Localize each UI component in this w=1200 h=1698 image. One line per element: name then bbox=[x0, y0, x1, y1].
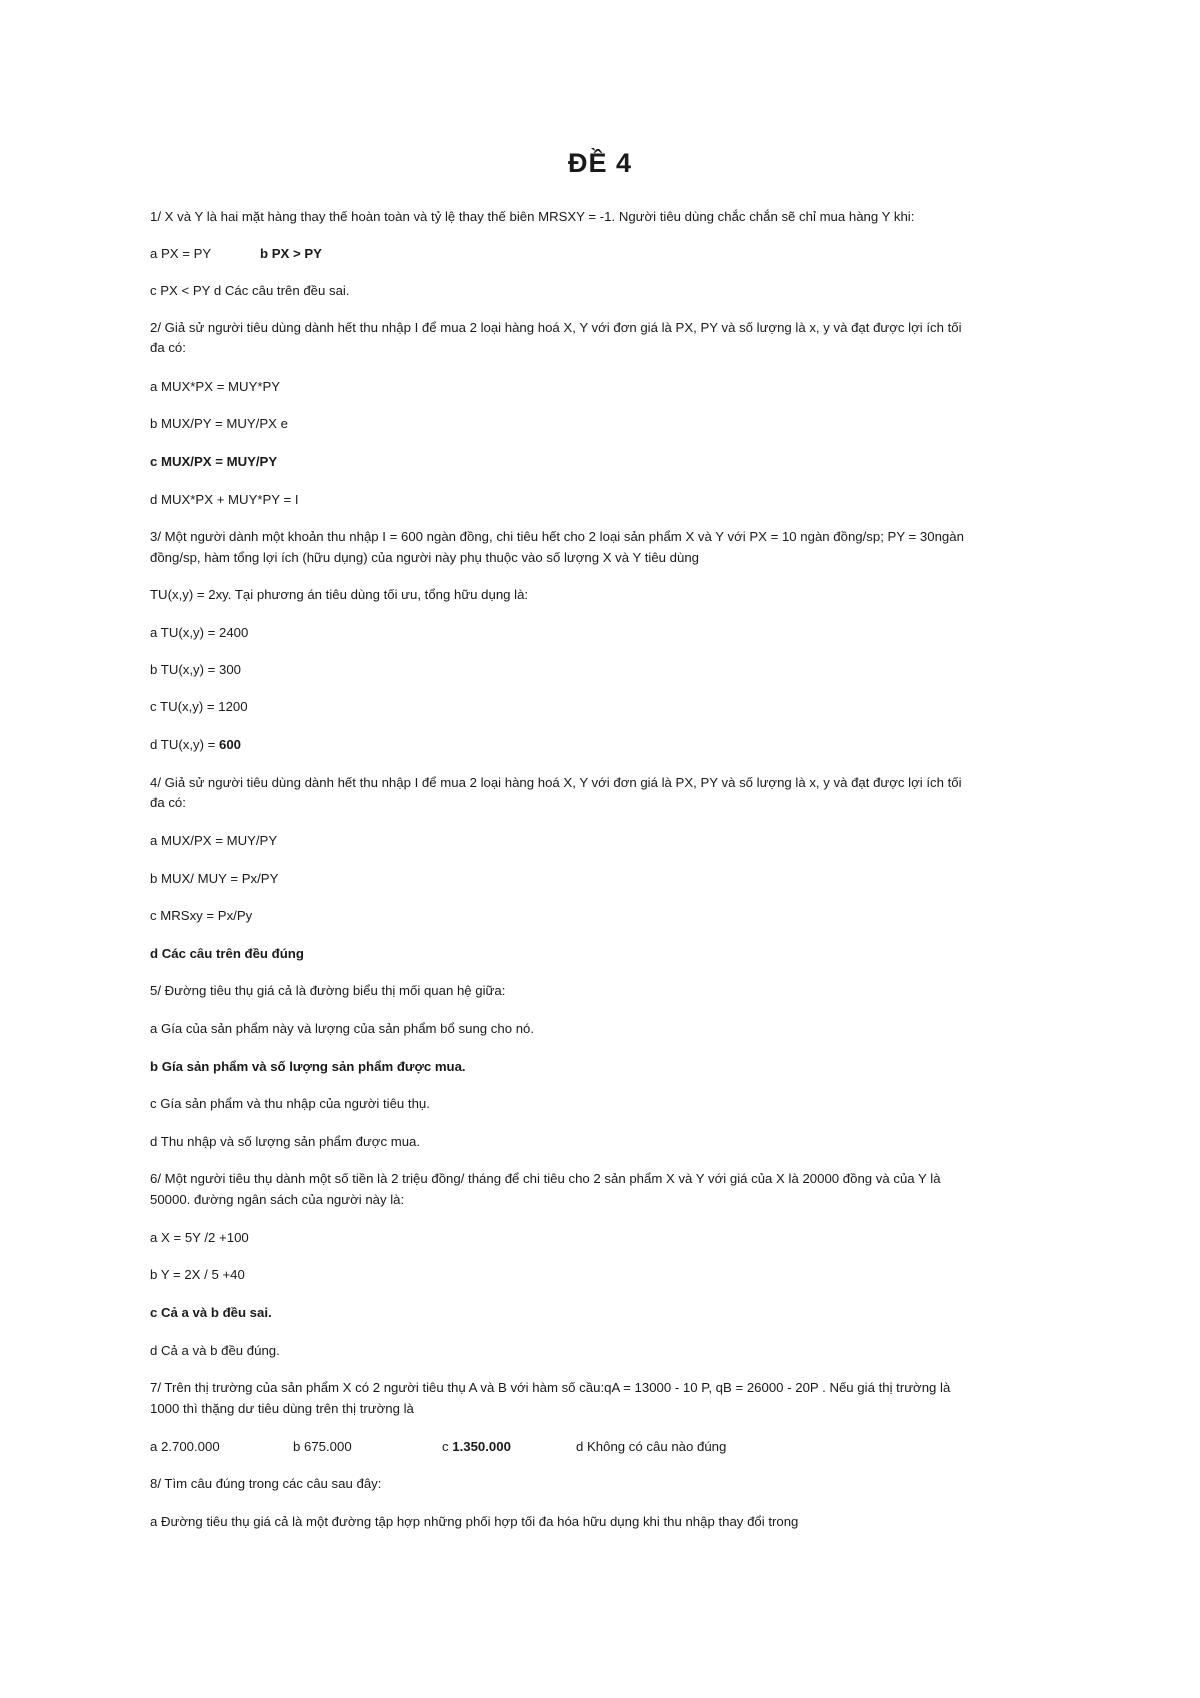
q6-option-c: c Cả a và b đều sai. bbox=[150, 1305, 272, 1320]
q5-option-a: a Gía của sản phẩm này và lượng của sản phẩm bổ sung cho nó. bbox=[150, 1021, 535, 1036]
q2-option-b: b MUX/PY = MUY/PX e bbox=[150, 416, 288, 431]
q3-option-c: c TU(x,y) = 1200 bbox=[150, 699, 248, 714]
q1-option-a: a PX = PY bbox=[150, 246, 212, 261]
q3-option-b: b TU(x,y) = 300 bbox=[150, 662, 242, 677]
question-2-line-2: đa có: bbox=[150, 340, 186, 355]
q5-option-d: d Thu nhập và số lượng sản phẩm được mua. bbox=[150, 1134, 421, 1149]
q3-option-d-label: d TU(x,y) = bbox=[150, 737, 220, 752]
q6-option-b: b Y = 2X / 5 +40 bbox=[150, 1267, 245, 1282]
question-4-line-2: đa có: bbox=[150, 795, 186, 810]
page-title: ĐỀ 4 bbox=[567, 148, 633, 178]
q2-option-d: d MUX*PX + MUY*PY = I bbox=[150, 492, 299, 507]
question-5: 5/ Đường tiêu thụ giá cả là đường biểu thị mối quan hệ giữa: bbox=[150, 983, 506, 998]
question-1-options-cd: c PX < PY d Các câu trên đều sai. bbox=[150, 283, 350, 298]
q4-option-b: b MUX/ MUY = Px/PY bbox=[150, 871, 279, 886]
q2-option-c: c MUX/PX = MUY/PY bbox=[150, 454, 278, 469]
question-3-line-2: đồng/sp, hàm tổng lợi ích (hữu dụng) của người này phụ thuộc vào số lượng X và Y tiêu dùng bbox=[150, 550, 700, 565]
q6-option-a: a X = 5Y /2 +100 bbox=[150, 1230, 249, 1245]
question-3-line-1: 3/ Một người dành một khoản thu nhập I = 600 ngàn đồng, chi tiêu hết cho 2 loại sản phẩm X và Y với PX = 10 ngàn đồng/sp; PY = 30ngàn bbox=[150, 529, 964, 544]
q7-option-b: b 675.000 bbox=[293, 1439, 352, 1454]
q5-option-c: c Gía sản phẩm và thu nhập của người tiêu thụ. bbox=[150, 1096, 430, 1111]
q8-option-a: a Đường tiêu thụ giá cả là một đường tập hợp những phối hợp tối đa hóa hữu dụng khi thu nhập thay đổi trong bbox=[150, 1514, 799, 1529]
q4-option-d: d Các câu trên đều đúng bbox=[150, 946, 304, 961]
q7-option-c-label: c bbox=[442, 1439, 453, 1454]
q3-option-d-value: 600 bbox=[219, 737, 242, 752]
question-6-line-1: 6/ Một người tiêu thụ dành một số tiền là 2 triệu đồng/ tháng để chi tiêu cho 2 sản phẩm X và Y với giá của X là 20000 đồng và của Y là bbox=[150, 1171, 941, 1186]
question-1-options-ab bbox=[150, 244, 1050, 263]
q1-option-b: b PX > PY bbox=[260, 246, 322, 261]
q3-option-a: a TU(x,y) = 2400 bbox=[150, 625, 249, 640]
q4-option-c: c MRSxy = Px/Py bbox=[150, 908, 253, 923]
question-6-line-2: 50000. đường ngân sách của người này là: bbox=[150, 1192, 405, 1207]
q6-option-d: d Cả a và b đều đúng. bbox=[150, 1343, 280, 1358]
question-2-line-1: 2/ Giả sử người tiêu dùng dành hết thu nhập I để mua 2 loại hàng hoá X, Y với đơn giá là PX, PY và số lượng là x, y và đạt được lợi ích tối bbox=[150, 320, 962, 335]
q4-option-a: a MUX/PX = MUY/PY bbox=[150, 833, 278, 848]
q5-option-b: b Gía sản phẩm và số lượng sản phẩm được mua. bbox=[150, 1059, 466, 1074]
question-8: 8/ Tìm câu đúng trong các câu sau đây: bbox=[150, 1476, 382, 1491]
question-1: 1/ X và Y là hai mặt hàng thay thế hoàn toàn và tỷ lệ thay thế biên MRSXY = -1. Người tiêu dùng chắc chắn sẽ chỉ mua hàng Y khi: bbox=[150, 209, 915, 224]
question-3-line-3: TU(x,y) = 2xy. Tại phương án tiêu dùng tối ưu, tổng hữu dụng là: bbox=[150, 587, 529, 602]
q7-option-c bbox=[442, 1437, 511, 1456]
question-7-line-2: 1000 thì thặng dư tiêu dùng trên thị trường là bbox=[150, 1401, 414, 1416]
question-4-line-1: 4/ Giả sử người tiêu dùng dành hết thu nhập I để mua 2 loại hàng hoá X, Y với đơn giá là PX, PY và số lượng là x, y và đạt được lợi ích tối bbox=[150, 775, 962, 790]
q3-option-d bbox=[150, 735, 241, 754]
question-7-line-1: 7/ Trên thị trường của sản phẩm X có 2 người tiêu thụ A và B với hàm số cầu:qA = 13000 - 10 P, qB = 26000 - 20P . Nếu giá thị trường là bbox=[150, 1380, 951, 1395]
question-7-options bbox=[150, 1437, 1050, 1456]
q7-option-d: d Không có câu nào đúng bbox=[576, 1439, 727, 1454]
q2-option-a: a MUX*PX = MUY*PY bbox=[150, 379, 281, 394]
q7-option-c-value: 1.350.000 bbox=[452, 1439, 511, 1454]
q7-option-a: a 2.700.000 bbox=[150, 1439, 220, 1454]
